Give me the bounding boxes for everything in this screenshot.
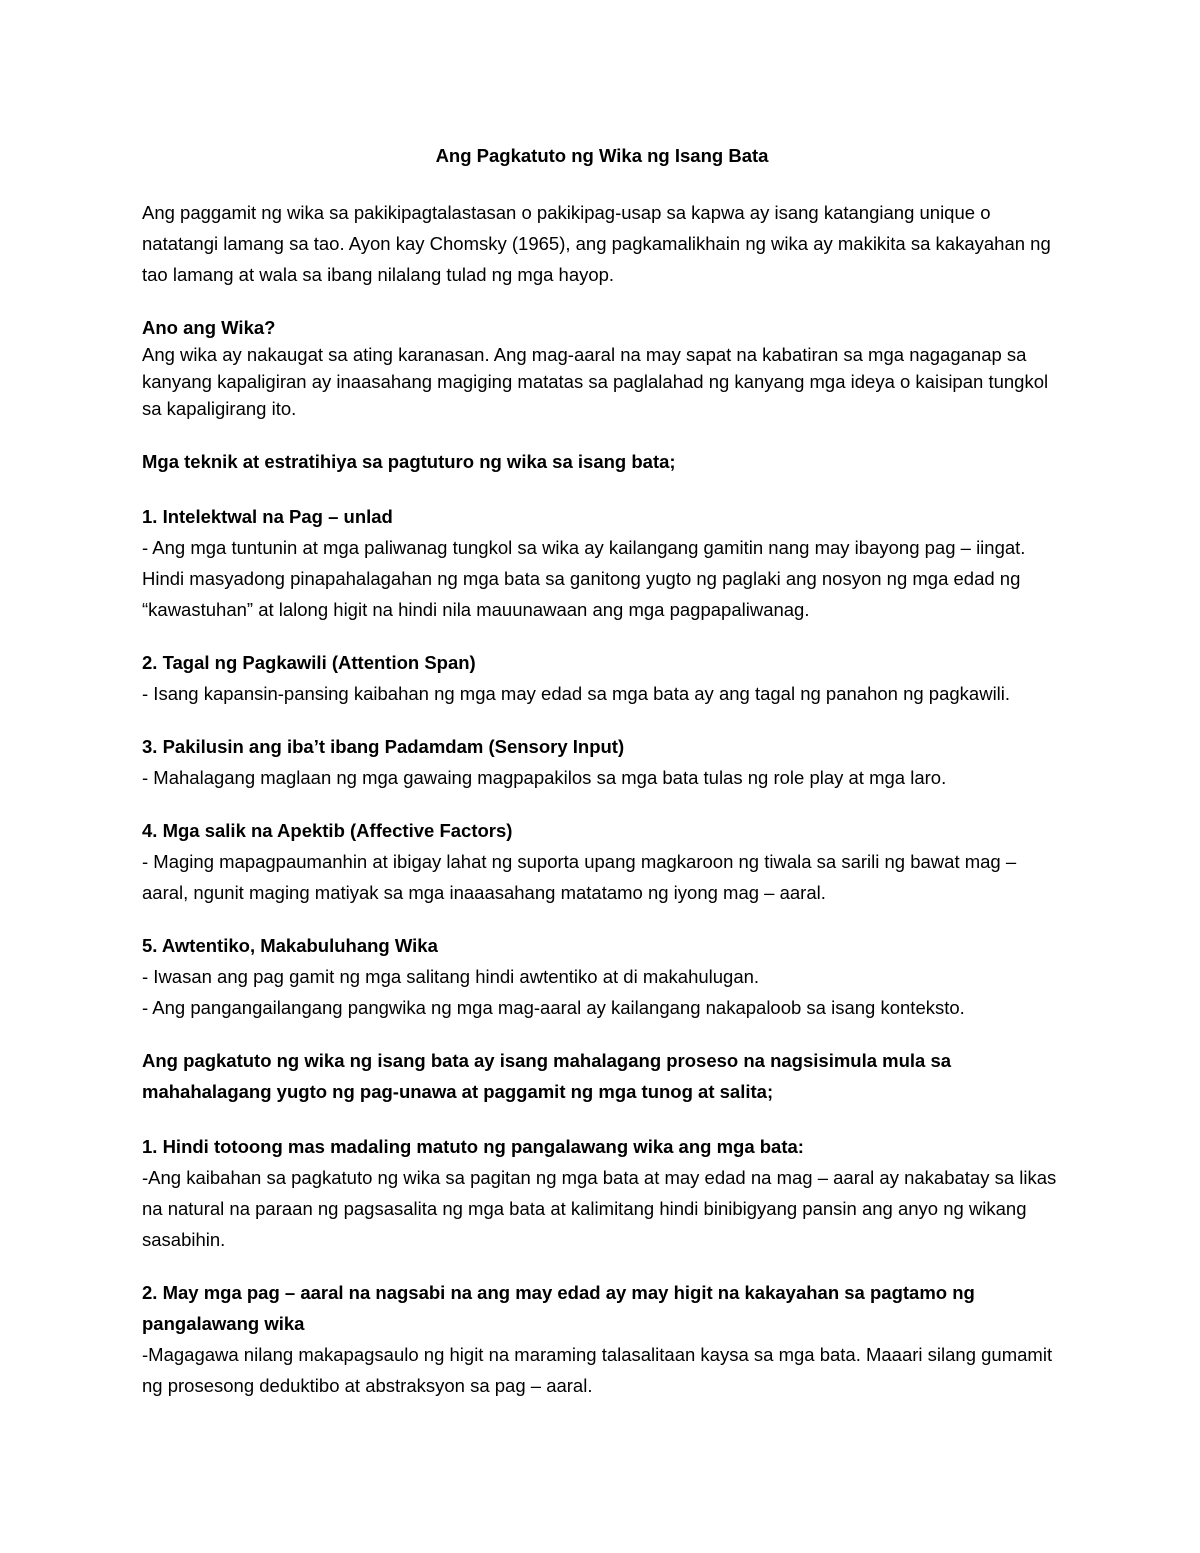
list-item-text: - Mahalagang maglaan ng mga gawaing magpapakilos sa mga bata tulas ng role play at mga laro. xyxy=(142,767,947,788)
list-item-text: -Ang kaibahan sa pagkatuto ng wika sa pagitan ng mga bata at may edad na mag – aaral ay nakabatay sa likas na natural na paraan ng pagsasalita ng mga bata at kalimitang hindi binibigyang pansin ang anyo ng wikang sasabihin. xyxy=(142,1167,1057,1250)
document-title: Ang Pagkatuto ng Wika ng Isang Bata xyxy=(435,145,769,166)
list-item-text: - Isang kapansin-pansing kaibahan ng mga may edad sa mga bata ay ang tagal ng panahon ng pagkawili. xyxy=(142,683,1011,704)
intro-paragraph: Ang paggamit ng wika sa pakikipagtalastasan o pakikipag-usap sa kapwa ay isang katangiang unique o natatangi lamang sa tao. Ayon kay Chomsky (1965), ang pagkamalikhain ng wika ay makikita sa kakayahan ng tao lamang at wala sa ibang nilalang tulad ng mga hayop. xyxy=(142,202,1051,285)
list-item-text: - Iwasan ang pag gamit ng mga salitang hindi awtentiko at di makahulugan. xyxy=(142,966,760,987)
list-item xyxy=(142,731,1062,793)
section-body: Ang wika ay nakaugat sa ating karanasan. Ang mag-aaral na may sapat na kabatiran sa mga nagaganap sa kanyang kapaligiran ay inaasahang magiging matatas sa paglalahad ng kanyang mga ideya o kaisipan tungkol sa kapaligirang ito. xyxy=(142,344,1049,419)
list-item-heading: 2. Tagal ng Pagkawili (Attention Span) xyxy=(142,652,476,673)
list-item-heading: 1. Hindi totoong mas madaling matuto ng pangalawang wika ang mga bata: xyxy=(142,1136,804,1157)
list-item-text: -Magagawa nilang makapagsaulo ng higit na maraming talasalitaan kaysa sa mga bata. Maaari silang gumamit ng prosesong deduktibo at abstraksyon sa pag – aaral. xyxy=(142,1344,1053,1396)
list-item-heading: 2. May mga pag – aaral na nagsabi na ang may edad ay may higit na kakayahan sa pagtamo ng pangalawang wika xyxy=(142,1282,975,1334)
list-item-text: - Ang mga tuntunin at mga paliwanag tungkol sa wika ay kailangang gamitin nang may ibayong pag – iingat. Hindi masyadong pinapahalagahan ng mga bata sa ganitong yugto ng paglaki ang nosyon ng mga edad ng “kawastuhan” at lalong higit na hindi nila mauunawaan ang mga pagpapaliwanag. xyxy=(142,537,1026,620)
list-item xyxy=(142,501,1062,625)
list-item xyxy=(142,930,1062,1023)
proseso-list xyxy=(142,1131,1062,1401)
section-heading: Ano ang Wika? xyxy=(142,317,276,338)
document-page xyxy=(142,140,1062,1423)
section-ano-ang-wika xyxy=(142,314,1062,422)
teknik-list xyxy=(142,501,1062,1023)
list-item-text: - Ang pangangailangang pangwika ng mga mag-aaral ay kailangang nakapaloob sa isang konteksto. xyxy=(142,997,965,1018)
list-item-heading: 3. Pakilusin ang iba’t ibang Padamdam (Sensory Input) xyxy=(142,736,625,757)
list-item-heading: 5. Awtentiko, Makabuluhang Wika xyxy=(142,935,438,956)
list-item xyxy=(142,1131,1062,1255)
list-item xyxy=(142,815,1062,908)
list-item-heading: 1. Intelektwal na Pag – unlad xyxy=(142,506,393,527)
list-item xyxy=(142,647,1062,709)
list-item-text: - Maging mapagpaumanhin at ibigay lahat ng suporta upang magkaroon ng tiwala sa sarili ng bawat mag – aaral, ngunit maging matiyak sa mga inaaasahang matatamo ng iyong mag – aaral. xyxy=(142,851,1017,903)
teknik-heading: Mga teknik at estratihiya sa pagtuturo ng wika sa isang bata; xyxy=(142,451,676,472)
list-item xyxy=(142,1277,1062,1401)
list-item-heading: 4. Mga salik na Apektib (Affective Factors) xyxy=(142,820,513,841)
proseso-heading: Ang pagkatuto ng wika ng isang bata ay isang mahalagang proseso na nagsisimula mula sa mahahalagang yugto ng pag-unawa at paggamit ng mga tunog at salita; xyxy=(142,1050,952,1102)
